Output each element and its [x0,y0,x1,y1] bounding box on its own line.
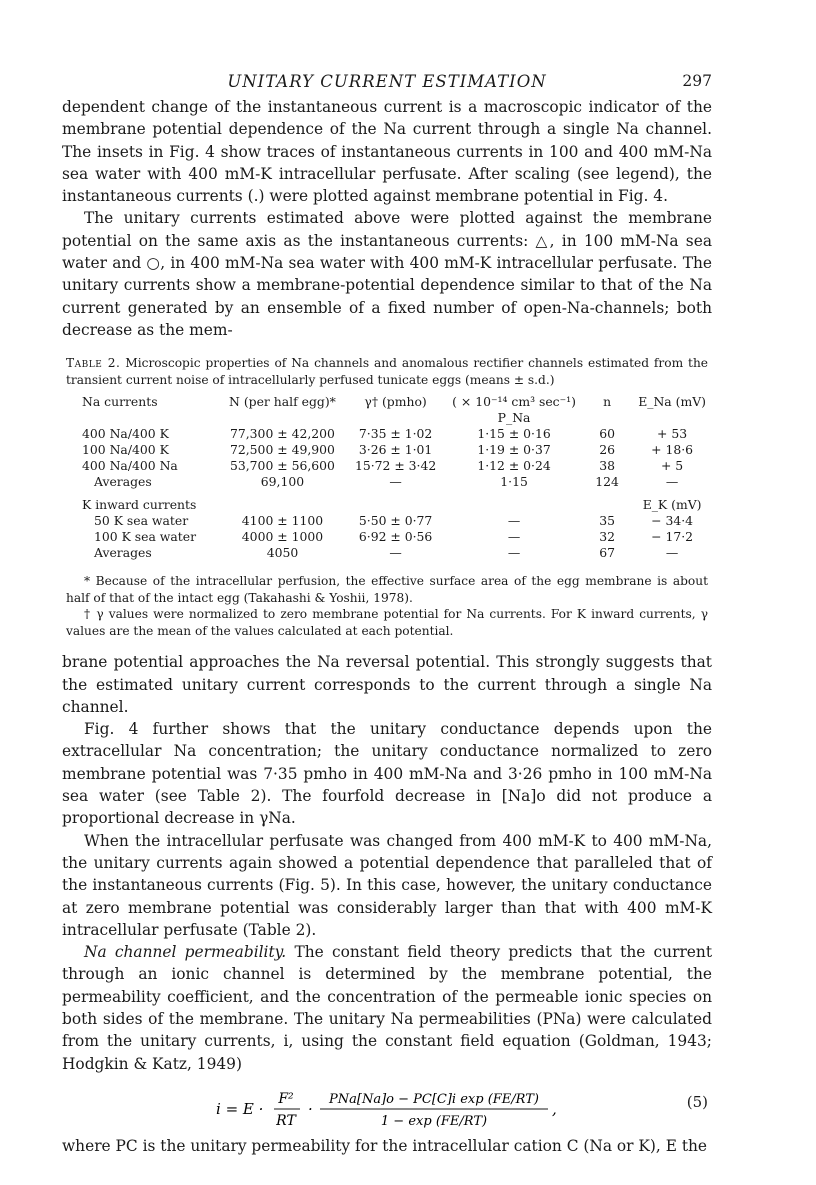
equation-graphic [216,1085,576,1133]
header-pna: P_Na [497,410,531,426]
section-heading: Na channel permeability. [84,943,287,962]
body-paragraph-3: brane potential approaches the Na reversal potential. This strongly suggests that the estimated unitary current corresponds to the current through a single Na channel. [62,653,712,716]
body-paragraph-4: Fig. 4 further shows that the unitary conductance depends upon the extracellular Na concentration; the unitary conductance normalized to zero membrane potential was 7·35 pmho in 400 mM-Na and 3·26 pmho in 100 mM-Na sea water (see Table 2). The fourfold decrease in [Na]o did not produce a proportional decrease in γNa. [62,720,712,828]
table-row: 400 Na/400 Na 53,700 ± 56,600 15·72 ± 3·42 1·12 ± 0·24 38 + 5 [82,458,684,474]
table-label: Table 2. [66,356,121,371]
eq-frac1-num: F² [278,1090,294,1107]
table-row: 400 Na/400 K 77,300 ± 42,200 7·35 ± 1·02 1·15 ± 0·16 60 + 53 [82,426,688,442]
header-k-inward-currents: K inward currents [82,497,197,513]
table-caption-text: Microscopic properties of Na channels and anomalous rectifier channels estimated from the transient current noise of intracellularly perfused tunicate eggs (means ± s.d.) [66,356,709,387]
body-paragraph-7: where PC is the unitary permeability for the intracellular cation C (Na or K), E the [62,1136,708,1155]
header-na-currents: Na currents [82,394,158,410]
svg-text:,: , [552,1099,557,1118]
table-row: 100 Na/400 K 72,500 ± 49,900 3·26 ± 1·01 1·19 ± 0·37 26 + 18·6 [82,442,694,458]
equation-number: (5) [686,1092,708,1111]
section-text: The constant field theory predicts that the current through an ionic channel is determined by the membrane potential, the permeability coefficient, and the concentration of the permeable ionic species on both sides of the membrane. The unitary Na permeabilities (PNa) were calculated from the unitary currents, i, using the constant field equation (Goldman, 1943; Hodgkin & Katz, 1949) [62,943,713,1073]
page-number: 297 [682,72,712,90]
page [62,70,712,1157]
table-header-row [76,394,712,410]
header-pna-units: ( × 10⁻¹⁴ cm³ sec⁻¹) [452,394,576,410]
header-ek: E_K (mV) [642,497,702,513]
header-ena: E_Na (mV) [638,394,706,410]
footnote-star: * Because of the intracellular perfusion, the effective surface area of the egg membrane is about half of that of the intact egg (Takahashi & Yoshii, 1978). [66,574,708,605]
body-paragraph-1: dependent change of the instantaneous current is a macroscopic indicator of the membrane potential dependence of the Na current through a single Na channel. The insets in Fig. 4 show traces of instantaneous currents in 100 and 400 mM-Na sea water with 400 mM-K intracellular perfusate. After scaling (see legend), the instantaneous currents (.) were plotted against membrane potential in Fig. 4. [62,98,712,206]
eq-frac2-num: PNa[Na]o − PC[C]i exp (FE/RT) [329,1091,539,1107]
footnote-dagger: † γ values were normalized to zero membrane potential for Na currents. For K inward currents, γ values are the mean of the values calculated at each potential. [66,607,708,638]
body-paragraph-5: When the intracellular perfusate was changed from 400 mM-K to 400 mM-Na, the unitary currents again showed a potential dependence that paralleled that of the instantaneous currents (Fig. 5). In this case, however, the unitary conductance at zero membrane potential was considerably larger than that with 400 mM-K intracellular perfusate (Table 2). [62,831,712,939]
svg-text:·: · [308,1099,313,1118]
eq-frac1-den: RT [276,1112,296,1129]
header-n: n [603,394,612,410]
eq-frac2-den: 1 − exp (FE/RT) [380,1113,488,1129]
data-table [76,394,712,561]
table-row: Averages 4050 — — 67 — [94,545,679,561]
equation-5 [62,1079,712,1133]
table-row: 100 K sea water 4000 ± 1000 6·92 ± 0·56 — 32 − 17·2 [94,529,694,545]
header-n-per-half-egg: N (per half egg)* [229,394,336,410]
table-caption [66,355,708,388]
table-footnotes [66,573,708,639]
table-k-header-row [76,490,712,513]
body-paragraph-6 [62,941,712,1075]
running-title: UNITARY CURRENT ESTIMATION [227,72,547,91]
body-paragraph-2: The unitary currents estimated above were plotted against the membrane potential on the same axis as the instantaneous currents: △, in 100 mM-Na sea water and ○, in 400 mM-Na sea water with 400 mM-K intracellular perfusate. The unitary currents show a membrane-potential dependence similar to that of the Na current generated by an ensemble of a fixed number of open-Na-channels; both decrease as the mem- [62,209,712,339]
running-head [62,70,712,96]
eq-lhs: i = E · [216,1099,264,1118]
table-2 [62,355,712,639]
table-row: Averages 69,100 — 1·15 124 — [94,474,679,490]
table-subheader-row [76,410,712,426]
table-row: 50 K sea water 4100 ± 1100 5·50 ± 0·77 — 35 − 34·4 [94,513,694,529]
header-gamma: γ† (pmho) [364,394,427,410]
